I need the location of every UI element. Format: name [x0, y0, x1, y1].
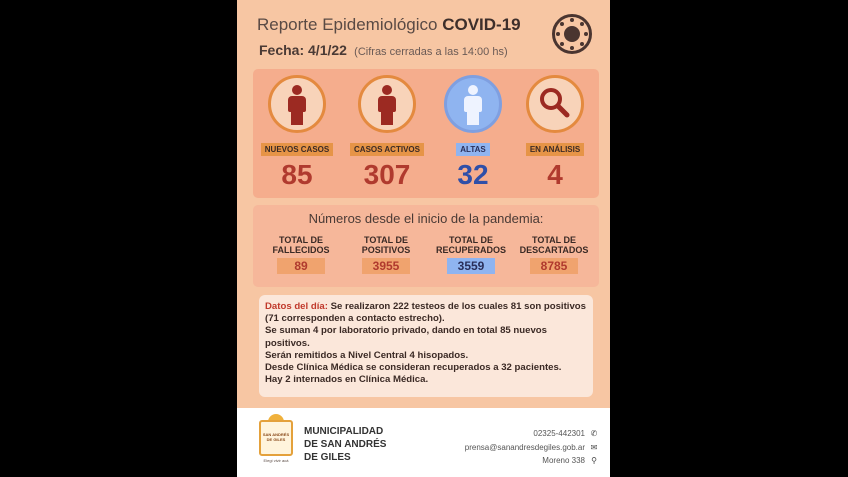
person-icon — [268, 75, 326, 133]
stat-value: 307 — [363, 159, 411, 190]
stat-en-analisis — [515, 75, 595, 191]
total-descartados — [512, 235, 596, 275]
magnifier-icon — [526, 75, 584, 133]
report-date: Fecha: 4/1/22 (Cifras cerradas a las 14:00 hs) — [259, 42, 508, 58]
stat-casos-activos — [347, 75, 427, 191]
footer — [237, 408, 610, 477]
totals-panel — [253, 205, 599, 287]
person-icon — [444, 75, 502, 133]
total-value: 3955 — [362, 258, 410, 274]
total-recuperados — [429, 235, 513, 275]
daily-details-text: Datos del día: Se realizaron 222 testeos de los cuales 81 son positivos (71 corresponden a contacto estrecho). Se suman 4 por laboratorio privado, dando en total 85 nuevos positivos. Serán remitidos a Nivel Central 4 hisopados. Desde Clínica Médica se consideran recuperados a 32 pacientes. Hay 2 internados en Clínica Médica. — [265, 301, 586, 386]
person-icon — [358, 75, 416, 133]
daily-stats-panel — [253, 69, 599, 198]
mail-icon: ✉ — [590, 442, 598, 452]
report-poster — [237, 0, 610, 477]
stat-label: CASOS ACTIVOS — [350, 143, 424, 156]
stat-label: NUEVOS CASOS — [261, 143, 333, 156]
stat-nuevos-casos — [257, 75, 337, 191]
stat-value: 85 — [281, 159, 313, 190]
total-value: 3559 — [447, 258, 495, 274]
phone-number: 02325-442301 — [533, 429, 585, 438]
stat-label: EN ANÁLISIS — [526, 143, 584, 156]
email-address: prensa@sanandresdegiles.gob.ar — [464, 442, 585, 452]
virus-icon — [552, 14, 592, 54]
municipality-logo: SAN ANDRÉS DE GILES — [259, 420, 293, 456]
total-label: TOTAL DE DESCARTADOS — [519, 235, 589, 255]
total-positivos — [344, 235, 428, 275]
municipality-name: MUNICIPALIDAD DE SAN ANDRÉS DE GILES — [304, 426, 387, 463]
logo-tagline: Elegí vivir acá — [263, 458, 289, 463]
street-address: Moreno 338 — [542, 456, 585, 465]
total-value: 8785 — [530, 258, 578, 274]
total-label: TOTAL DE FALLECIDOS — [272, 235, 330, 255]
daily-details-panel — [259, 295, 593, 397]
stat-value: 32 — [457, 159, 489, 190]
stat-altas — [433, 75, 513, 191]
total-fallecidos — [259, 235, 343, 275]
total-value: 89 — [277, 258, 325, 274]
stat-value: 4 — [547, 159, 563, 190]
stat-label: ALTAS — [456, 143, 489, 156]
total-label: TOTAL DE RECUPERADOS — [435, 235, 506, 255]
totals-title: Números desde el inicio de la pandemia: — [308, 211, 544, 226]
details-lead: Datos del día: — [265, 301, 328, 312]
location-pin-icon: ⚲ — [591, 456, 597, 465]
report-title: Reporte Epidemiológico COVID-19 — [257, 15, 521, 34]
contact-info — [465, 427, 598, 468]
total-label: TOTAL DE POSITIVOS — [361, 235, 411, 255]
phone-icon: ✆ — [590, 429, 598, 438]
